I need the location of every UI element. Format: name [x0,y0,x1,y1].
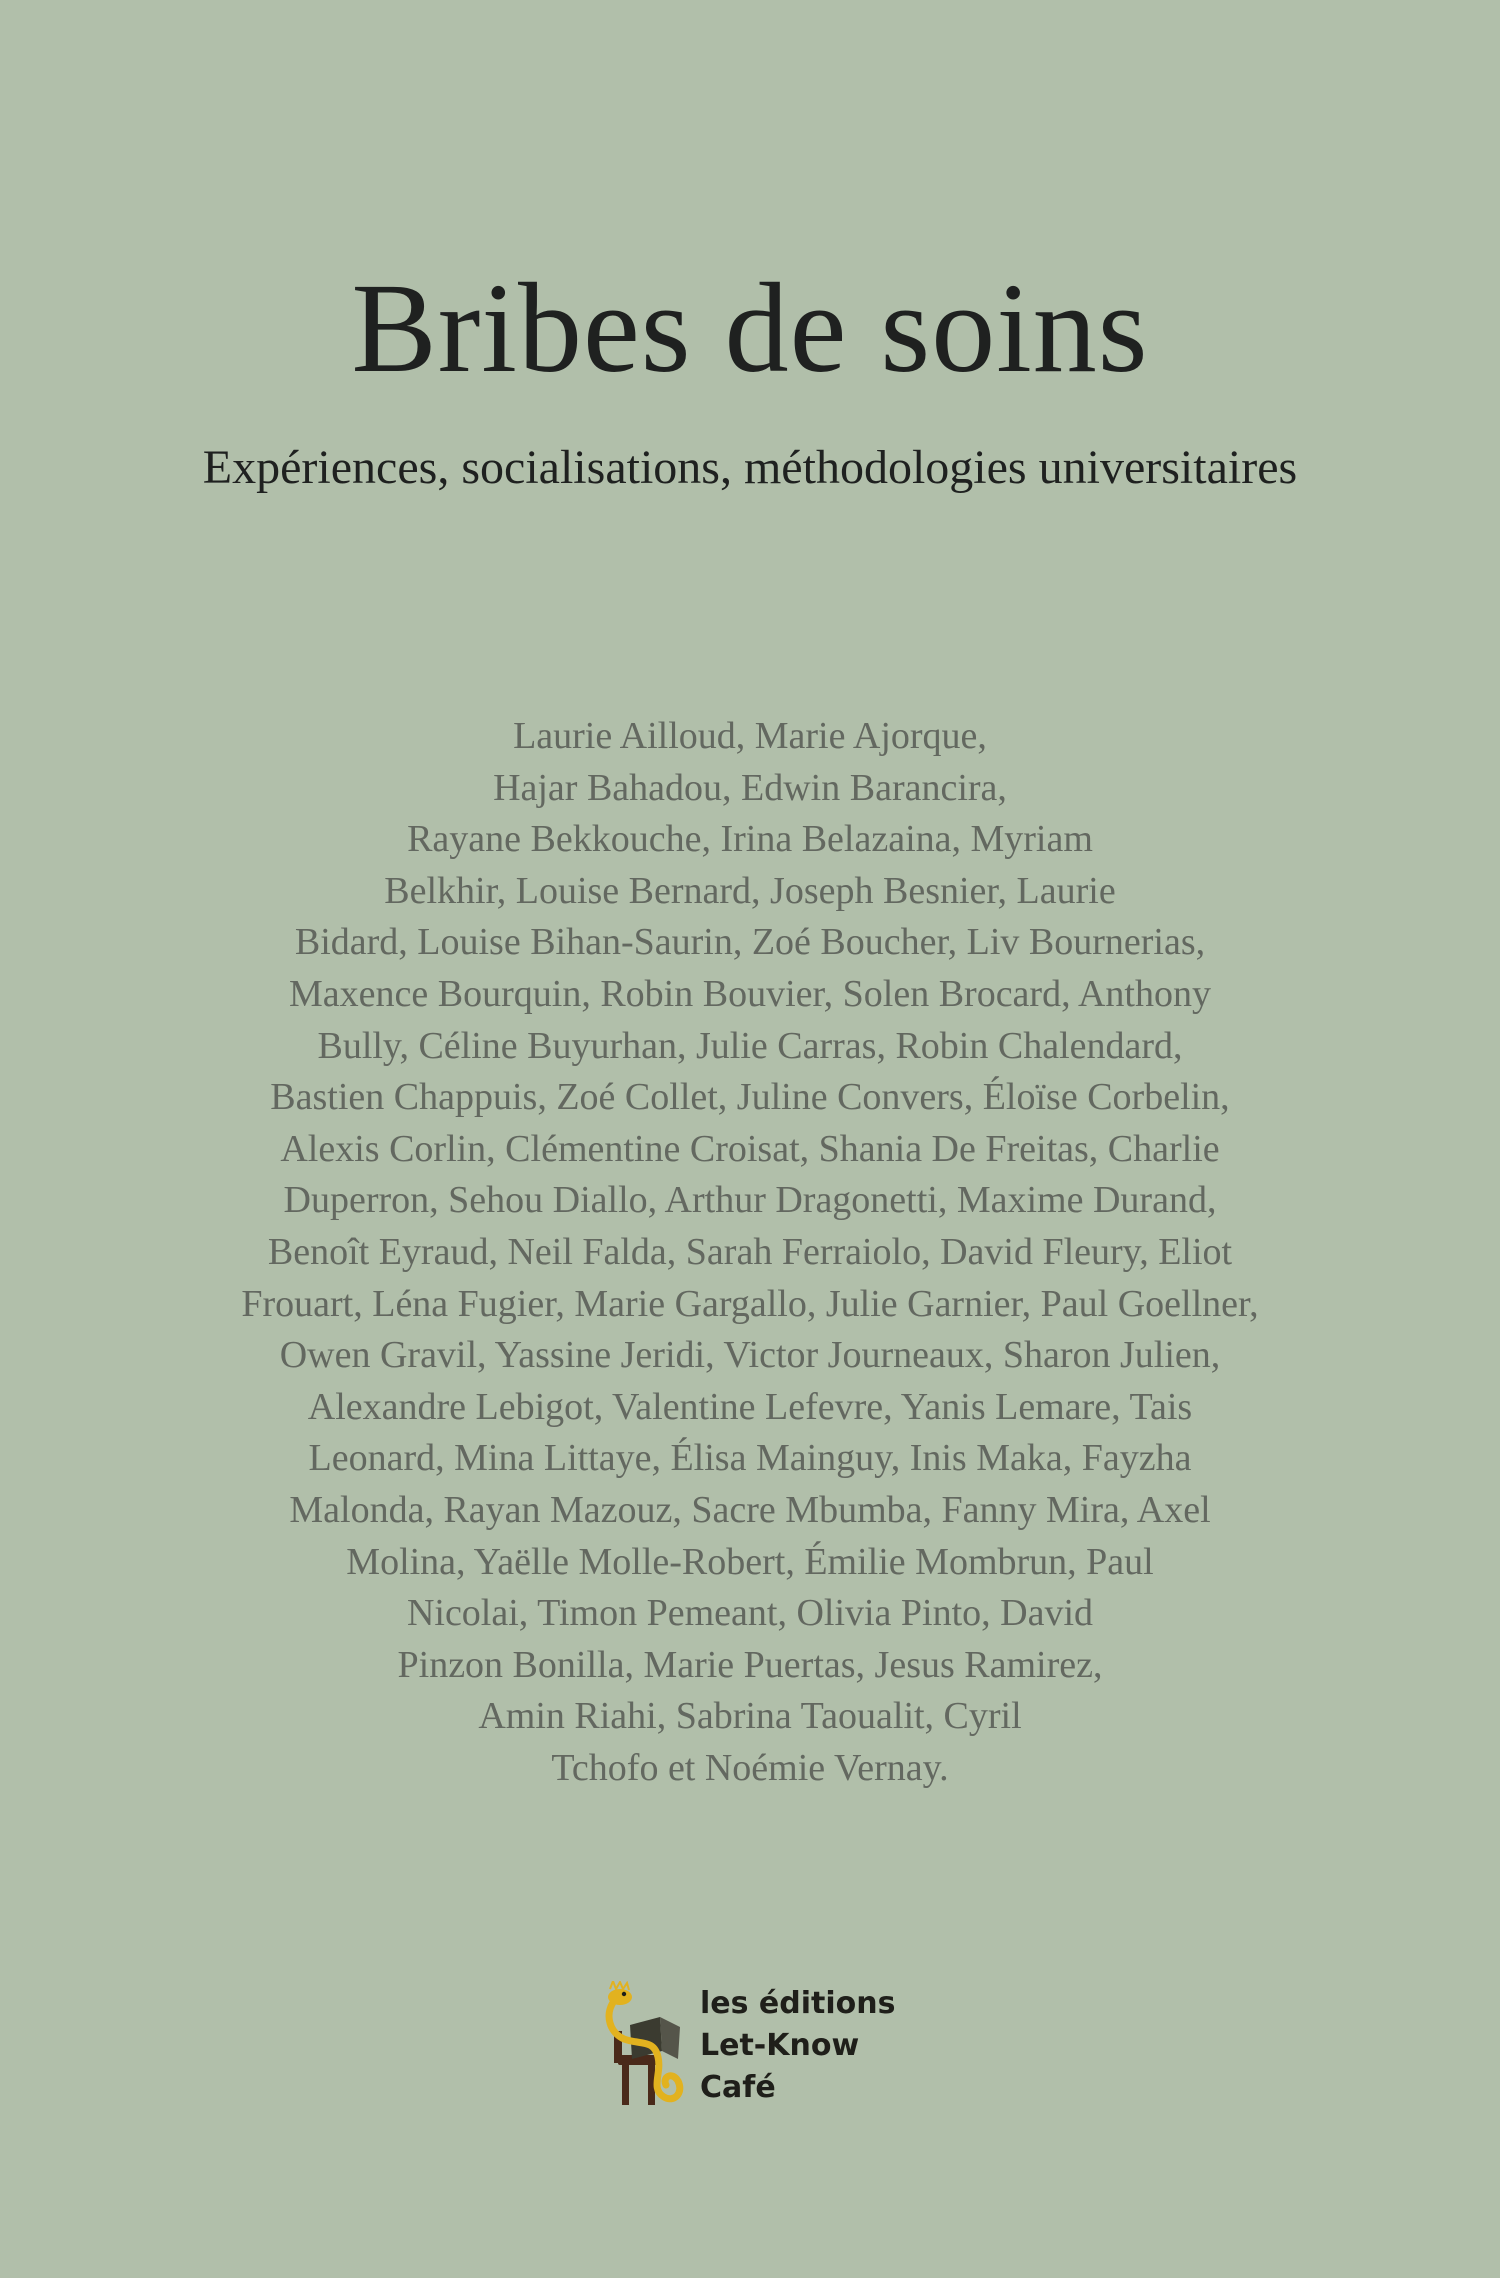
author-list [150,711,1350,1794]
author-line: Bidard, Louise Bihan-Saurin, Zoé Boucher, Liv Bournerias, [294,921,1206,964]
author-line: Belkhir, Louise Bernard, Joseph Besnier, Laurie [384,869,1116,912]
author-line: Laurie Ailloud, Marie Ajorque, [513,715,987,757]
author-line: Pinzon Bonilla, Marie Puertas, Jesus Ramirez, [397,1643,1103,1686]
book-subtitle: Expériences, socialisations, méthodologies universitaires [202,441,1298,494]
publisher-line-3: Café [700,2070,776,2105]
publisher-line-2: Let-Know [700,2028,860,2063]
publisher-logo [600,1975,900,2115]
author-line: Bastien Chappuis, Zoé Collet, Juline Convers, Éloïse Corbelin, [270,1076,1230,1119]
author-line: Tchofo et Noémie Vernay. [551,1746,949,1789]
author-line: Rayane Bekkouche, Irina Belazaina, Myriam [407,818,1093,861]
book-title: Bribes de soins [351,257,1149,399]
author-line: Owen Gravil, Yassine Jeridi, Victor Journeaux, Sharon Julien, [279,1334,1221,1377]
publisher-name [700,1983,895,2109]
author-line: Nicolai, Timon Pemeant, Olivia Pinto, David [406,1592,1094,1635]
author-line: Bully, Céline Buyurhan, Julie Carras, Robin Chalendard, [317,1024,1183,1067]
author-line: Benoît Eyraud, Neil Falda, Sarah Ferraiolo, David Fleury, Eliot [267,1230,1233,1273]
author-line: Hajar Bahadou, Edwin Barancira, [493,766,1007,809]
author-line: Malonda, Rayan Mazouz, Sacre Mbumba, Fanny Mira, Axel [289,1488,1211,1531]
author-line: Duperron, Sehou Diallo, Arthur Dragonetti, Maxime Durand, [283,1179,1217,1222]
author-line: Amin Riahi, Sabrina Taoualit, Cyril [478,1695,1022,1738]
author-line: Alexis Corlin, Clémentine Croisat, Shania De Freitas, Charlie [280,1127,1220,1170]
author-line: Molina, Yaëlle Molle-Robert, Émilie Mombrun, Paul [346,1540,1154,1583]
author-line: Frouart, Léna Fugier, Marie Gargallo, Julie Garnier, Paul Goellner, [241,1282,1259,1325]
author-line: Alexandre Lebigot, Valentine Lefevre, Yanis Lemare, Tais [307,1385,1193,1428]
reading-snake-on-chair-logo-icon [600,1981,692,2109]
author-line: Maxence Bourquin, Robin Bouvier, Solen Brocard, Anthony [289,972,1211,1015]
publisher-line-1: les éditions [700,1986,896,2021]
author-line: Leonard, Mina Littaye, Élisa Mainguy, Inis Maka, Fayzha [308,1437,1192,1480]
